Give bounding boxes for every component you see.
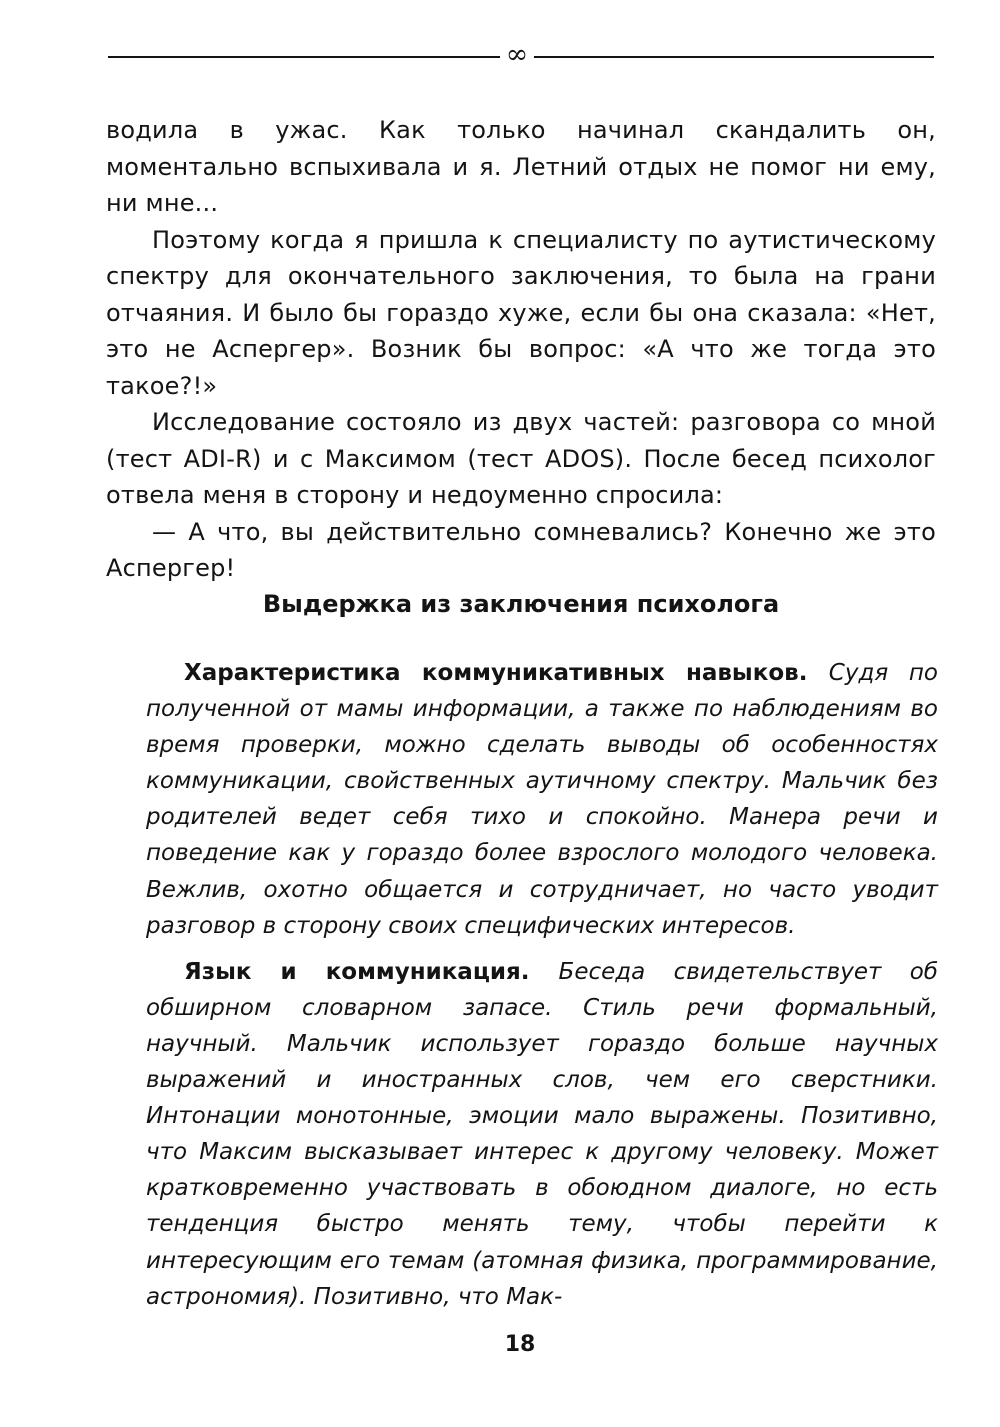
report-item-text: Беседа свидетельствует об обширном словарном запасе. Стиль речи формальный, научный. Мальчик использует гораздо больше научных выражений и иностранных слов, чем его сверстники. Интонации монотонные, эмоции мало выражены. Позитивно, что Максим высказывает интерес к другому человеку. Может кратковременно участвовать в обоюдном диалоге, но есть тенденция быстро менять тему, чтобы перейти к интересующим его темам (атомная физика, программирование, астрономия). Позитивно, что Мак- <box>146 958 938 1310</box>
paragraph: Поэтому когда я пришла к специалисту по аутистическому спектру для окончательного заключения, то была на грани отчаяния. И было бы гораздо хуже, если бы она сказала: «Нет, это не Аспергер». Возник бы вопрос: «А что же тогда это такое?!» <box>106 225 936 400</box>
infinity-ornament-icon: ∞ <box>500 41 534 69</box>
section-title: Выдержка из заключения психолога <box>262 590 780 618</box>
report-item <box>146 954 938 1315</box>
dialogue-paragraph: — А что, вы действительно сомневались? Конечно же это Аспергер! <box>106 517 936 582</box>
report-item-heading: Язык и коммуникация. <box>184 958 559 985</box>
paragraph: водила в ужас. Как только начинал скандалить он, моментально вспыхивала и я. Летний отдых не помог ни ему, ни мне... <box>106 116 936 217</box>
paragraph: Исследование состояло из двух частей: разговора со мной (тест ADI-R) и с Максимом (тест ADOS). После бесед психолог отвела меня в сторону и недоуменно спросила: <box>106 408 936 509</box>
psychologist-report <box>146 655 938 1315</box>
report-item <box>146 655 938 944</box>
narrative-text <box>106 112 936 587</box>
page-number: 18 <box>504 1332 536 1357</box>
report-item-text: Судя по полученной от мамы информации, а также по наблюдениям во время проверки, можно сделать выводы об особенностях коммуникации, свойственных аутичному спектру. Мальчик без родителей ведет себя тихо и спокойно. Манера речи и поведение как у гораздо более взрослого молодого человека. Вежлив, охотно общается и сотрудничает, но часто уводит разговор в сторону своих специфических интересов. <box>146 660 938 939</box>
report-item-heading: Характеристика коммуникативных навыков. <box>184 660 829 686</box>
